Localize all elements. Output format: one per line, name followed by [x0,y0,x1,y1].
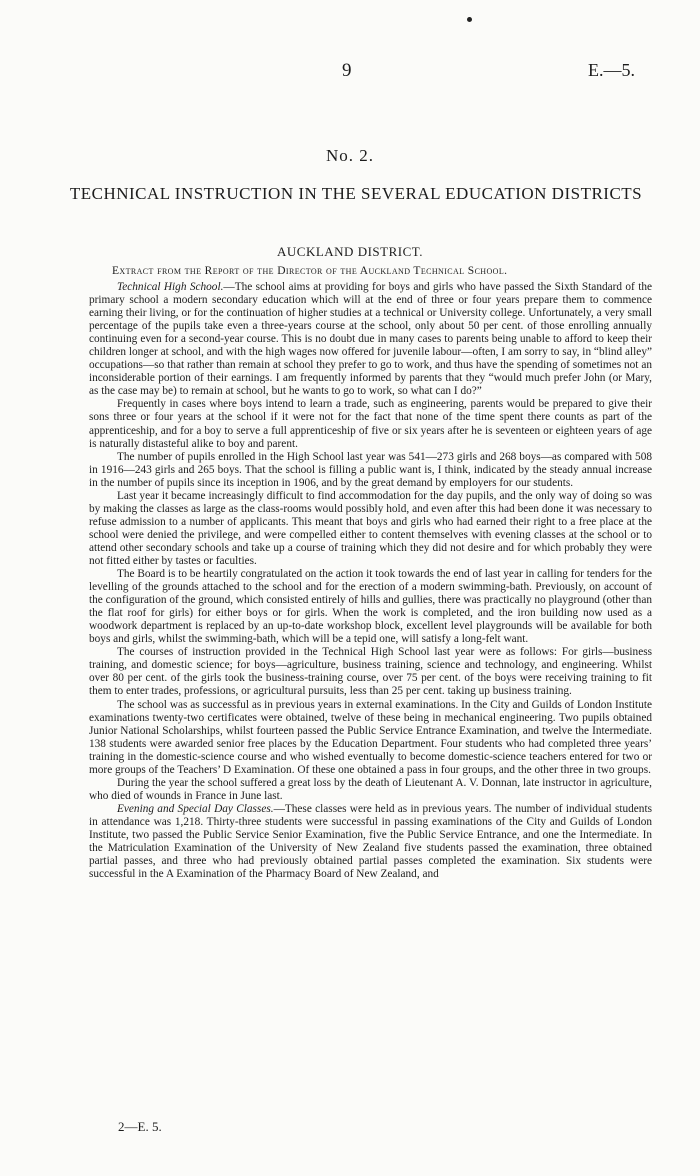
district-heading: AUCKLAND DISTRICT. [277,244,423,259]
paragraph-text: During the year the school suffered a great loss by the death of Lieutenant A. V. Donnan, late instructor in agriculture, who died of wounds in France in June last. [89,776,652,802]
paragraph [89,451,652,490]
page-number: 9 [342,60,352,81]
paragraph-text: Frequently in cases where boys intend to learn a trade, such as engineering, parents would be prepared to give their sons three or four years at the school if it were not for the fact that none of the time spent there counts as part of the apprenticeship, and for a boy to serve a full apprenticeship of five or six years after he is seventeen or eighteen years of age is naturally distasteful alike to boy and parent. [89,398,652,450]
body-text [89,281,652,881]
paragraph-text: —These classes were held as in previous years. The number of individual students in attendance was 1,218. Thirty-three students were successful in passing examinations of the City and Guilds of London Institute, two passed the Public Service Senior Examination, five the Public Service Entrance, and one the Intermediate. In the Matriculation Examination of the University of New Zealand five students passed the examination, three obtained partial passes, and three who had previously obtained partial passes completed the examination. Six students were successful in the A Examination of the Pharmacy Board of New Zealand, and [89,802,652,881]
paragraph-lead: Technical High School. [117,281,224,293]
footer-code: 2—E. 5. [118,1119,162,1134]
paragraph [89,568,652,646]
paragraph [89,281,652,398]
paragraph-text: —The school aims at providing for boys and girls who have passed the Sixth Standard of the primary school a modern secondary education which will at the end of three or four years prepare them to commence earning their living, or for the continuation of higher studies at a technical or University college. Unfortunately, a very small percentage of the pupils take even a three-years course at the school, only about 50 per cent. of those enrolling annually continuing even for a second-year course. This is no doubt due in many cases to parents being unable to afford to keep their children longer at school, and with the high wages now offered for juvenile labour—often, I am sorry to say, in “blind alley” occupations—so that rather than remain at school they prefer to go to work, and thus have the spending of sometimes not an inconsiderable portion of their earnings. I am frequently informed by parents that they “would much prefer John (or Mary, as the case may be) to remain at school, but he wants to go to work, so what can I do?” [89,281,652,398]
paragraph-text: The school was as successful as in previous years in external examinations. In the City and Guilds of London Institute examinations twenty-two certificates were obtained, twelve of these being in mechanical engineering. Two pupils obtained Junior National Scholarships, whilst fourteen passed the Public Service Entrance Examination, and twelve the Intermediate. 138 students were awarded senior free places by the Education Department. Four students who had completed three years’ training in the domestic-science course and who wished eventually to become domestic-science teachers entered for two or more groups of the Teachers’ D Examination. Of these one obtained a pass in four groups, and the other three in two groups. [89,698,652,776]
paragraph-lead: Evening and Special Day Classes. [117,802,274,815]
paragraph [89,803,652,881]
paragraph [89,699,652,777]
paragraph-text: Last year it became increasingly difficult to find accommodation for the day pupils, and the only way of doing so was by making the classes as large as the class-rooms would possibly hold, and even after this had been done it was necessary to refuse admission to a number of applicants. This meant that boys and girls who had earned their right to a free place at the school were denied the privilege, and were compelled either to content themselves with evening classes at the school or to attend other secondary schools and take up a course of training which they did not desire and for which probably they were not fitted either by tastes or faculties. [89,489,652,567]
paragraph [89,490,652,568]
paragraph-text: The courses of instruction provided in the Technical High School last year were as follows: For girls—business training, and domestic science; for boys—agriculture, business training, science and technology, and engineering. Whilst over 80 per cent. of the girls took the business-training course, over 75 per cent. of the boys were receiving training to fit them to enter trades, professions, or agricultural pursuits, less than 25 per cent. taking up business training. [89,646,652,698]
ink-dot [467,17,472,22]
paragraph [89,777,652,803]
paragraph-text: The number of pupils enrolled in the High School last year was 541—273 girls and 268 boys—as compared with 508 in 1916—243 girls and 265 boys. That the school is filling a public want is, I think, indicated by the steady annual increase in the number of pupils since its inception in 1906, and by the great demand by employers for our students. [89,450,652,489]
paragraph [89,398,652,450]
paragraph-text: The Board is to be heartily congratulated on the action it took towards the end of last year in calling for tenders for the levelling of the grounds attached to the school and for the erection of a modern swimming-bath. Previously, on account of the configuration of the ground, which consisted entirely of hills and gullies, there was practically no playground (other than the flat roof for girls) for either boys or for girls. When the work is completed, and the iron building now used as a woodwork department is replaced by an up-to-date workshop block, excellent level playgrounds will be available for both boys and girls, whilst the swimming-bath, which will be a tepid one, will satisfy a long-felt want. [89,568,652,646]
paragraph [89,646,652,698]
document-number: No. 2. [325,146,375,165]
document-title: TECHNICAL INSTRUCTION IN THE SEVERAL EDUCATION DISTRICTS [69,184,643,203]
page-code: E.—5. [588,60,635,80]
extract-heading: Extract from the Report of the Director of the Auckland Technical School. [112,265,508,277]
